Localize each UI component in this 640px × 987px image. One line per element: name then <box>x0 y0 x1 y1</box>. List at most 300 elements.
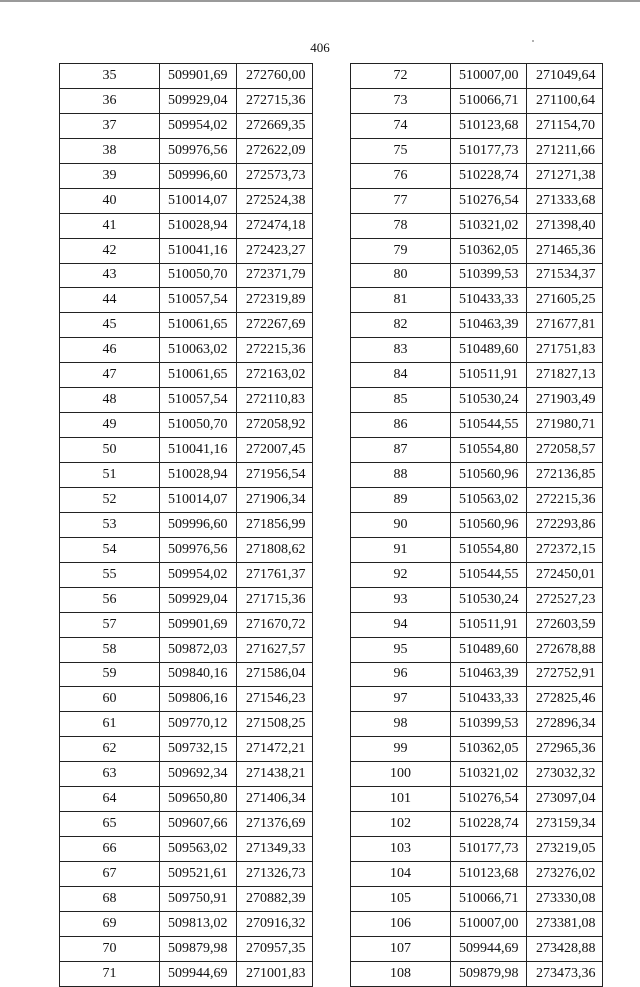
table-row <box>60 886 313 911</box>
table-row <box>351 712 603 737</box>
point-number-cell: 63 <box>60 762 160 787</box>
x-coordinate-cell: 509813,02 <box>160 911 237 936</box>
y-coordinate-cell: 271956,54 <box>237 463 313 488</box>
y-coordinate-cell: 271715,36 <box>237 587 313 612</box>
x-coordinate-cell: 510007,00 <box>451 911 527 936</box>
table-row <box>351 64 603 89</box>
point-number-cell: 78 <box>351 213 451 238</box>
point-number-cell: 74 <box>351 113 451 138</box>
table-row <box>351 388 603 413</box>
x-coordinate-cell: 510463,39 <box>451 662 527 687</box>
x-coordinate-cell: 510399,53 <box>451 263 527 288</box>
table-row <box>351 687 603 712</box>
point-number-cell: 76 <box>351 163 451 188</box>
table-row <box>351 113 603 138</box>
y-coordinate-cell: 271376,69 <box>237 812 313 837</box>
table-row <box>60 163 313 188</box>
x-coordinate-cell: 509872,03 <box>160 637 237 662</box>
table-row <box>351 88 603 113</box>
table-row <box>60 188 313 213</box>
y-coordinate-cell: 272372,15 <box>527 537 603 562</box>
y-coordinate-cell: 272450,01 <box>527 562 603 587</box>
y-coordinate-cell: 273428,88 <box>527 936 603 961</box>
x-coordinate-cell: 509806,16 <box>160 687 237 712</box>
x-coordinate-cell: 509976,56 <box>160 537 237 562</box>
point-number-cell: 64 <box>60 787 160 812</box>
table-row <box>351 587 603 612</box>
point-number-cell: 99 <box>351 737 451 762</box>
point-number-cell: 107 <box>351 936 451 961</box>
point-number-cell: 60 <box>60 687 160 712</box>
y-coordinate-cell: 272319,89 <box>237 288 313 313</box>
table-row <box>60 88 313 113</box>
point-number-cell: 59 <box>60 662 160 687</box>
point-number-cell: 90 <box>351 512 451 537</box>
page-top-rule <box>0 0 640 2</box>
point-number-cell: 106 <box>351 911 451 936</box>
x-coordinate-cell: 510063,02 <box>160 338 237 363</box>
coordinates-table-left <box>59 63 313 987</box>
y-coordinate-cell: 272423,27 <box>237 238 313 263</box>
y-coordinate-cell: 272622,09 <box>237 138 313 163</box>
table-row <box>60 238 313 263</box>
point-number-cell: 101 <box>351 787 451 812</box>
point-number-cell: 77 <box>351 188 451 213</box>
x-coordinate-cell: 510041,16 <box>160 238 237 263</box>
point-number-cell: 82 <box>351 313 451 338</box>
point-number-cell: 85 <box>351 388 451 413</box>
table-row <box>60 662 313 687</box>
y-coordinate-cell: 271903,49 <box>527 388 603 413</box>
point-number-cell: 50 <box>60 438 160 463</box>
point-number-cell: 44 <box>60 288 160 313</box>
point-number-cell: 102 <box>351 812 451 837</box>
y-coordinate-cell: 271546,23 <box>237 687 313 712</box>
x-coordinate-cell: 510028,94 <box>160 463 237 488</box>
point-number-cell: 58 <box>60 637 160 662</box>
table-row <box>60 438 313 463</box>
point-number-cell: 55 <box>60 562 160 587</box>
table-row <box>351 737 603 762</box>
point-number-cell: 71 <box>60 961 160 986</box>
y-coordinate-cell: 271398,40 <box>527 213 603 238</box>
y-coordinate-cell: 271001,83 <box>237 961 313 986</box>
y-coordinate-cell: 272163,02 <box>237 363 313 388</box>
table-row <box>351 338 603 363</box>
x-coordinate-cell: 509996,60 <box>160 163 237 188</box>
point-number-cell: 92 <box>351 562 451 587</box>
point-number-cell: 53 <box>60 512 160 537</box>
x-coordinate-cell: 509607,66 <box>160 812 237 837</box>
x-coordinate-cell: 510177,73 <box>451 138 527 163</box>
x-coordinate-cell: 509750,91 <box>160 886 237 911</box>
y-coordinate-cell: 271534,37 <box>527 263 603 288</box>
y-coordinate-cell: 271271,38 <box>527 163 603 188</box>
x-coordinate-cell: 510028,94 <box>160 213 237 238</box>
point-number-cell: 79 <box>351 238 451 263</box>
y-coordinate-cell: 272760,00 <box>237 64 313 89</box>
x-coordinate-cell: 510544,55 <box>451 413 527 438</box>
table-row <box>351 363 603 388</box>
table-body <box>60 64 313 987</box>
point-number-cell: 104 <box>351 862 451 887</box>
x-coordinate-cell: 510228,74 <box>451 812 527 837</box>
x-coordinate-cell: 510050,70 <box>160 413 237 438</box>
y-coordinate-cell: 272136,85 <box>527 463 603 488</box>
point-number-cell: 80 <box>351 263 451 288</box>
point-number-cell: 47 <box>60 363 160 388</box>
table-row <box>60 787 313 812</box>
x-coordinate-cell: 510014,07 <box>160 188 237 213</box>
y-coordinate-cell: 272215,36 <box>237 338 313 363</box>
point-number-cell: 88 <box>351 463 451 488</box>
x-coordinate-cell: 510123,68 <box>451 113 527 138</box>
x-coordinate-cell: 510399,53 <box>451 712 527 737</box>
x-coordinate-cell: 510433,33 <box>451 687 527 712</box>
x-coordinate-cell: 509954,02 <box>160 562 237 587</box>
x-coordinate-cell: 510554,80 <box>451 438 527 463</box>
y-coordinate-cell: 271326,73 <box>237 862 313 887</box>
table-row <box>351 213 603 238</box>
table-row <box>351 463 603 488</box>
table-row <box>60 512 313 537</box>
table-row <box>60 961 313 986</box>
table-row <box>351 288 603 313</box>
point-number-cell: 40 <box>60 188 160 213</box>
point-number-cell: 36 <box>60 88 160 113</box>
x-coordinate-cell: 509901,69 <box>160 64 237 89</box>
x-coordinate-cell: 510177,73 <box>451 837 527 862</box>
y-coordinate-cell: 273381,08 <box>527 911 603 936</box>
y-coordinate-cell: 271670,72 <box>237 612 313 637</box>
point-number-cell: 108 <box>351 961 451 986</box>
point-number-cell: 97 <box>351 687 451 712</box>
table-row <box>60 837 313 862</box>
table-row <box>60 463 313 488</box>
table-row <box>60 612 313 637</box>
y-coordinate-cell: 271508,25 <box>237 712 313 737</box>
y-coordinate-cell: 273276,02 <box>527 862 603 887</box>
y-coordinate-cell: 272715,36 <box>237 88 313 113</box>
point-number-cell: 57 <box>60 612 160 637</box>
table-row <box>60 413 313 438</box>
page-number: 406 <box>310 40 330 55</box>
point-number-cell: 84 <box>351 363 451 388</box>
scan-speck <box>532 40 534 42</box>
x-coordinate-cell: 510530,24 <box>451 587 527 612</box>
point-number-cell: 72 <box>351 64 451 89</box>
point-number-cell: 75 <box>351 138 451 163</box>
y-coordinate-cell: 272058,57 <box>527 438 603 463</box>
y-coordinate-cell: 271472,21 <box>237 737 313 762</box>
coordinates-table-right <box>350 63 603 987</box>
x-coordinate-cell: 510061,65 <box>160 313 237 338</box>
point-number-cell: 73 <box>351 88 451 113</box>
x-coordinate-cell: 509954,02 <box>160 113 237 138</box>
y-coordinate-cell: 270957,35 <box>237 936 313 961</box>
table-row <box>60 762 313 787</box>
x-coordinate-cell: 509901,69 <box>160 612 237 637</box>
x-coordinate-cell: 509840,16 <box>160 662 237 687</box>
table-row <box>351 487 603 512</box>
point-number-cell: 94 <box>351 612 451 637</box>
table-row <box>60 911 313 936</box>
y-coordinate-cell: 272110,83 <box>237 388 313 413</box>
point-number-cell: 43 <box>60 263 160 288</box>
point-number-cell: 37 <box>60 113 160 138</box>
x-coordinate-cell: 509944,69 <box>160 961 237 986</box>
table-row <box>60 737 313 762</box>
table-body <box>351 64 603 987</box>
table-row <box>351 837 603 862</box>
table-row <box>351 163 603 188</box>
x-coordinate-cell: 510563,02 <box>451 487 527 512</box>
point-number-cell: 39 <box>60 163 160 188</box>
table-row <box>60 812 313 837</box>
table-row <box>351 413 603 438</box>
table-row <box>60 537 313 562</box>
y-coordinate-cell: 271465,36 <box>527 238 603 263</box>
point-number-cell: 69 <box>60 911 160 936</box>
y-coordinate-cell: 272371,79 <box>237 263 313 288</box>
x-coordinate-cell: 510057,54 <box>160 288 237 313</box>
y-coordinate-cell: 271333,68 <box>527 188 603 213</box>
y-coordinate-cell: 271049,64 <box>527 64 603 89</box>
y-coordinate-cell: 271751,83 <box>527 338 603 363</box>
table-row <box>351 238 603 263</box>
point-number-cell: 81 <box>351 288 451 313</box>
point-number-cell: 56 <box>60 587 160 612</box>
table-row <box>60 263 313 288</box>
table-row <box>351 512 603 537</box>
y-coordinate-cell: 272267,69 <box>237 313 313 338</box>
x-coordinate-cell: 510321,02 <box>451 213 527 238</box>
y-coordinate-cell: 271349,33 <box>237 837 313 862</box>
x-coordinate-cell: 509879,98 <box>160 936 237 961</box>
x-coordinate-cell: 510066,71 <box>451 886 527 911</box>
y-coordinate-cell: 272669,35 <box>237 113 313 138</box>
y-coordinate-cell: 273032,32 <box>527 762 603 787</box>
x-coordinate-cell: 509929,04 <box>160 587 237 612</box>
x-coordinate-cell: 509770,12 <box>160 712 237 737</box>
point-number-cell: 35 <box>60 64 160 89</box>
y-coordinate-cell: 272524,38 <box>237 188 313 213</box>
table-row <box>60 113 313 138</box>
table-row <box>351 862 603 887</box>
y-coordinate-cell: 271827,13 <box>527 363 603 388</box>
x-coordinate-cell: 510560,96 <box>451 512 527 537</box>
x-coordinate-cell: 510544,55 <box>451 562 527 587</box>
x-coordinate-cell: 509650,80 <box>160 787 237 812</box>
table-row <box>351 562 603 587</box>
point-number-cell: 95 <box>351 637 451 662</box>
x-coordinate-cell: 510511,91 <box>451 612 527 637</box>
table-row <box>60 64 313 89</box>
y-coordinate-cell: 272965,36 <box>527 737 603 762</box>
y-coordinate-cell: 273219,05 <box>527 837 603 862</box>
table-row <box>60 388 313 413</box>
x-coordinate-cell: 510276,54 <box>451 188 527 213</box>
table-row <box>60 213 313 238</box>
point-number-cell: 45 <box>60 313 160 338</box>
point-number-cell: 93 <box>351 587 451 612</box>
y-coordinate-cell: 272215,36 <box>527 487 603 512</box>
x-coordinate-cell: 510362,05 <box>451 737 527 762</box>
table-row <box>60 712 313 737</box>
x-coordinate-cell: 509976,56 <box>160 138 237 163</box>
table-row <box>351 886 603 911</box>
y-coordinate-cell: 273159,34 <box>527 812 603 837</box>
x-coordinate-cell: 510530,24 <box>451 388 527 413</box>
table-row <box>351 762 603 787</box>
point-number-cell: 62 <box>60 737 160 762</box>
x-coordinate-cell: 510362,05 <box>451 238 527 263</box>
y-coordinate-cell: 271605,25 <box>527 288 603 313</box>
x-coordinate-cell: 510123,68 <box>451 862 527 887</box>
table-row <box>60 288 313 313</box>
x-coordinate-cell: 509563,02 <box>160 837 237 862</box>
point-number-cell: 46 <box>60 338 160 363</box>
table-row <box>60 313 313 338</box>
y-coordinate-cell: 273330,08 <box>527 886 603 911</box>
y-coordinate-cell: 270882,39 <box>237 886 313 911</box>
table-row <box>60 363 313 388</box>
table-row <box>351 637 603 662</box>
x-coordinate-cell: 510433,33 <box>451 288 527 313</box>
y-coordinate-cell: 271761,37 <box>237 562 313 587</box>
x-coordinate-cell: 510489,60 <box>451 637 527 662</box>
table-row <box>351 787 603 812</box>
point-number-cell: 52 <box>60 487 160 512</box>
point-number-cell: 103 <box>351 837 451 862</box>
y-coordinate-cell: 272058,92 <box>237 413 313 438</box>
y-coordinate-cell: 271808,62 <box>237 537 313 562</box>
table-row <box>60 487 313 512</box>
x-coordinate-cell: 510560,96 <box>451 463 527 488</box>
table-row <box>351 612 603 637</box>
y-coordinate-cell: 271856,99 <box>237 512 313 537</box>
y-coordinate-cell: 272825,46 <box>527 687 603 712</box>
x-coordinate-cell: 509929,04 <box>160 88 237 113</box>
y-coordinate-cell: 272527,23 <box>527 587 603 612</box>
table-row <box>60 338 313 363</box>
y-coordinate-cell: 271154,70 <box>527 113 603 138</box>
table-row <box>60 562 313 587</box>
x-coordinate-cell: 509521,61 <box>160 862 237 887</box>
point-number-cell: 61 <box>60 712 160 737</box>
x-coordinate-cell: 509879,98 <box>451 961 527 986</box>
x-coordinate-cell: 509944,69 <box>451 936 527 961</box>
point-number-cell: 98 <box>351 712 451 737</box>
y-coordinate-cell: 271677,81 <box>527 313 603 338</box>
table-row <box>60 862 313 887</box>
y-coordinate-cell: 271906,34 <box>237 487 313 512</box>
point-number-cell: 70 <box>60 936 160 961</box>
x-coordinate-cell: 510463,39 <box>451 313 527 338</box>
y-coordinate-cell: 272678,88 <box>527 637 603 662</box>
table-row <box>351 313 603 338</box>
table-row <box>351 911 603 936</box>
y-coordinate-cell: 272573,73 <box>237 163 313 188</box>
y-coordinate-cell: 272474,18 <box>237 213 313 238</box>
point-number-cell: 91 <box>351 537 451 562</box>
point-number-cell: 51 <box>60 463 160 488</box>
x-coordinate-cell: 509732,15 <box>160 737 237 762</box>
table-row <box>351 263 603 288</box>
point-number-cell: 49 <box>60 413 160 438</box>
point-number-cell: 83 <box>351 338 451 363</box>
point-number-cell: 105 <box>351 886 451 911</box>
point-number-cell: 86 <box>351 413 451 438</box>
x-coordinate-cell: 510554,80 <box>451 537 527 562</box>
x-coordinate-cell: 510007,00 <box>451 64 527 89</box>
y-coordinate-cell: 273473,36 <box>527 961 603 986</box>
point-number-cell: 67 <box>60 862 160 887</box>
y-coordinate-cell: 273097,04 <box>527 787 603 812</box>
x-coordinate-cell: 510050,70 <box>160 263 237 288</box>
x-coordinate-cell: 510276,54 <box>451 787 527 812</box>
x-coordinate-cell: 509692,34 <box>160 762 237 787</box>
table-row <box>60 587 313 612</box>
x-coordinate-cell: 510228,74 <box>451 163 527 188</box>
x-coordinate-cell: 510057,54 <box>160 388 237 413</box>
x-coordinate-cell: 510321,02 <box>451 762 527 787</box>
table-row <box>351 936 603 961</box>
y-coordinate-cell: 271406,34 <box>237 787 313 812</box>
y-coordinate-cell: 271211,66 <box>527 138 603 163</box>
point-number-cell: 41 <box>60 213 160 238</box>
point-number-cell: 66 <box>60 837 160 862</box>
y-coordinate-cell: 271980,71 <box>527 413 603 438</box>
y-coordinate-cell: 271438,21 <box>237 762 313 787</box>
table-row <box>60 936 313 961</box>
table-row <box>351 438 603 463</box>
x-coordinate-cell: 510014,07 <box>160 487 237 512</box>
point-number-cell: 96 <box>351 662 451 687</box>
y-coordinate-cell: 270916,32 <box>237 911 313 936</box>
table-row <box>351 537 603 562</box>
point-number-cell: 89 <box>351 487 451 512</box>
y-coordinate-cell: 271627,57 <box>237 637 313 662</box>
table-row <box>351 961 603 986</box>
y-coordinate-cell: 272896,34 <box>527 712 603 737</box>
table-row <box>351 662 603 687</box>
y-coordinate-cell: 271586,04 <box>237 662 313 687</box>
x-coordinate-cell: 510061,65 <box>160 363 237 388</box>
x-coordinate-cell: 509996,60 <box>160 512 237 537</box>
y-coordinate-cell: 272293,86 <box>527 512 603 537</box>
point-number-cell: 38 <box>60 138 160 163</box>
point-number-cell: 65 <box>60 812 160 837</box>
x-coordinate-cell: 510511,91 <box>451 363 527 388</box>
point-number-cell: 42 <box>60 238 160 263</box>
y-coordinate-cell: 271100,64 <box>527 88 603 113</box>
x-coordinate-cell: 510066,71 <box>451 88 527 113</box>
y-coordinate-cell: 272752,91 <box>527 662 603 687</box>
table-row <box>351 138 603 163</box>
y-coordinate-cell: 272603,59 <box>527 612 603 637</box>
point-number-cell: 48 <box>60 388 160 413</box>
point-number-cell: 68 <box>60 886 160 911</box>
point-number-cell: 87 <box>351 438 451 463</box>
x-coordinate-cell: 510489,60 <box>451 338 527 363</box>
point-number-cell: 54 <box>60 537 160 562</box>
table-row <box>60 138 313 163</box>
table-row <box>351 188 603 213</box>
x-coordinate-cell: 510041,16 <box>160 438 237 463</box>
point-number-cell: 100 <box>351 762 451 787</box>
y-coordinate-cell: 272007,45 <box>237 438 313 463</box>
